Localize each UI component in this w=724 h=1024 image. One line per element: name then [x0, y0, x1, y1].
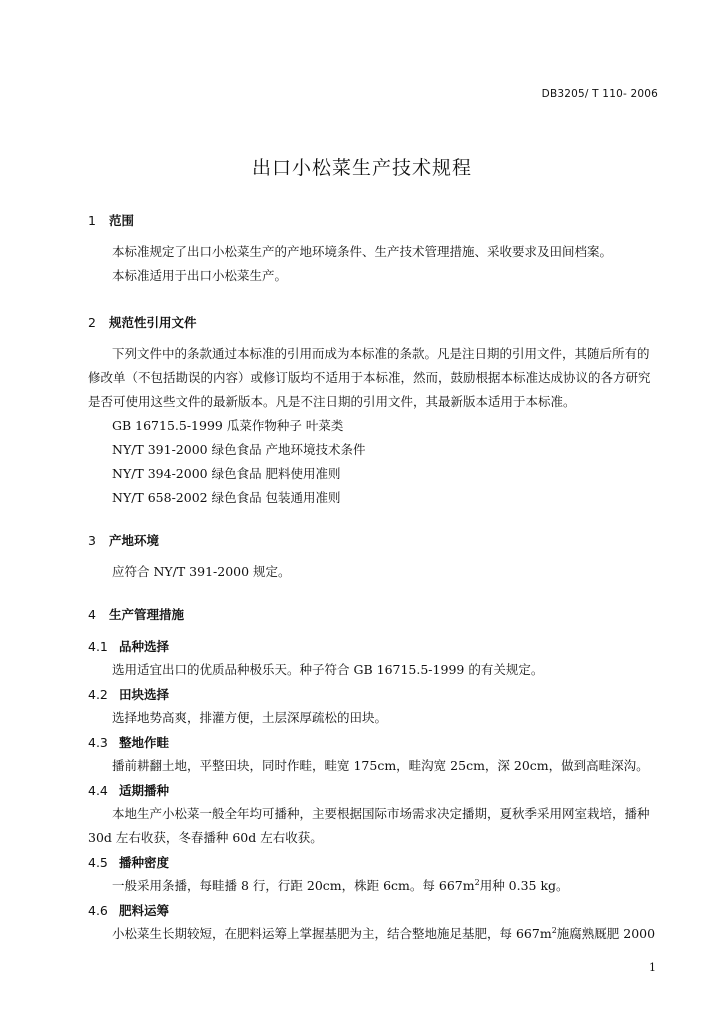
reference-item: NY/T 394-2000 绿色食品 肥料使用准则 — [112, 466, 341, 481]
paragraph-line: 下列文件中的条款通过本标准的引用而成为本标准的条款。凡是注日期的引用文件，其随后所有的 — [112, 346, 650, 361]
paragraph-line: 选用适宜出口的优质品种极乐天。种子符合 GB 16715.5-1999 的有关规定。 — [112, 662, 544, 677]
section-heading: 3 产地环境 — [88, 533, 160, 548]
paragraph-line: 修改单（不包括勘误的内容）或修订版均不适用于本标准，然而，鼓励根据本标准达成协议的各方研究 — [88, 370, 651, 385]
paragraph-line: 30d 左右收获，冬春播种 60d 左右收获。 — [88, 830, 323, 845]
paragraph-line: 应符合 NY/T 391-2000 规定。 — [112, 564, 291, 579]
paragraph-line: 播前耕翻土地，平整田块，同时作畦，畦宽 175cm，畦沟宽 25cm，深 20cm，做到高畦深沟。 — [112, 758, 649, 773]
standard-code: DB3205/ T 110- 2006 — [541, 88, 658, 100]
superscript: 2 — [474, 877, 480, 887]
reference-item: NY/T 658-2002 绿色食品 包装通用准则 — [112, 490, 341, 505]
subsection-heading: 4.2 田块选择 — [88, 687, 170, 702]
reference-item: NY/T 391-2000 绿色食品 产地环境技术条件 — [112, 442, 366, 457]
paragraph-line: 本标准规定了出口小松菜生产的产地环境条件、生产技术管理措施、采收要求及田间档案。 — [112, 244, 613, 259]
subsection-heading: 4.1 品种选择 — [88, 639, 170, 654]
paragraph-line: 是否可使用这些文件的最新版本。凡是不注日期的引用文件，其最新版本适用于本标准。 — [88, 394, 576, 409]
paragraph-line: 选择地势高爽，排灌方便，土层深厚疏松的田块。 — [112, 710, 388, 725]
section-heading: 4 生产管理措施 — [88, 607, 185, 622]
subsection-heading: 4.5 播种密度 — [88, 855, 170, 870]
paragraph-line: 小松菜生长期较短，在肥料运筹上掌握基肥为主，结合整地施足基肥，每 $667m^2$施腐熟厩肥 2000 — [112, 925, 656, 941]
page-title: 出口小松菜生产技术规程 — [251, 157, 472, 179]
section-heading: 2 规范性引用文件 — [88, 315, 197, 330]
subsection-heading: 4.6 肥料运筹 — [88, 903, 170, 918]
paragraph-line: 本标准适用于出口小松菜生产。 — [112, 268, 288, 283]
subsection-heading: 4.3 整地作畦 — [88, 735, 170, 750]
reference-item: GB 16715.5-1999 瓜菜作物种子 叶菜类 — [112, 418, 344, 433]
section-heading: 1 范围 — [88, 213, 135, 228]
paragraph-line: 一般采用条播，每畦播 8 行，行距 20cm，株距 6cm。每 $667m^2$用种 0.35 kg。 — [112, 877, 569, 893]
superscript: 2 — [551, 925, 557, 935]
subsection-heading: 4.4 适期播种 — [88, 783, 170, 798]
paragraph-line: 本地生产小松菜一般全年均可播种，主要根据国际市场需求决定播期，夏秋季采用网室栽培，播种 — [112, 806, 650, 821]
page-number: 1 — [649, 961, 656, 974]
